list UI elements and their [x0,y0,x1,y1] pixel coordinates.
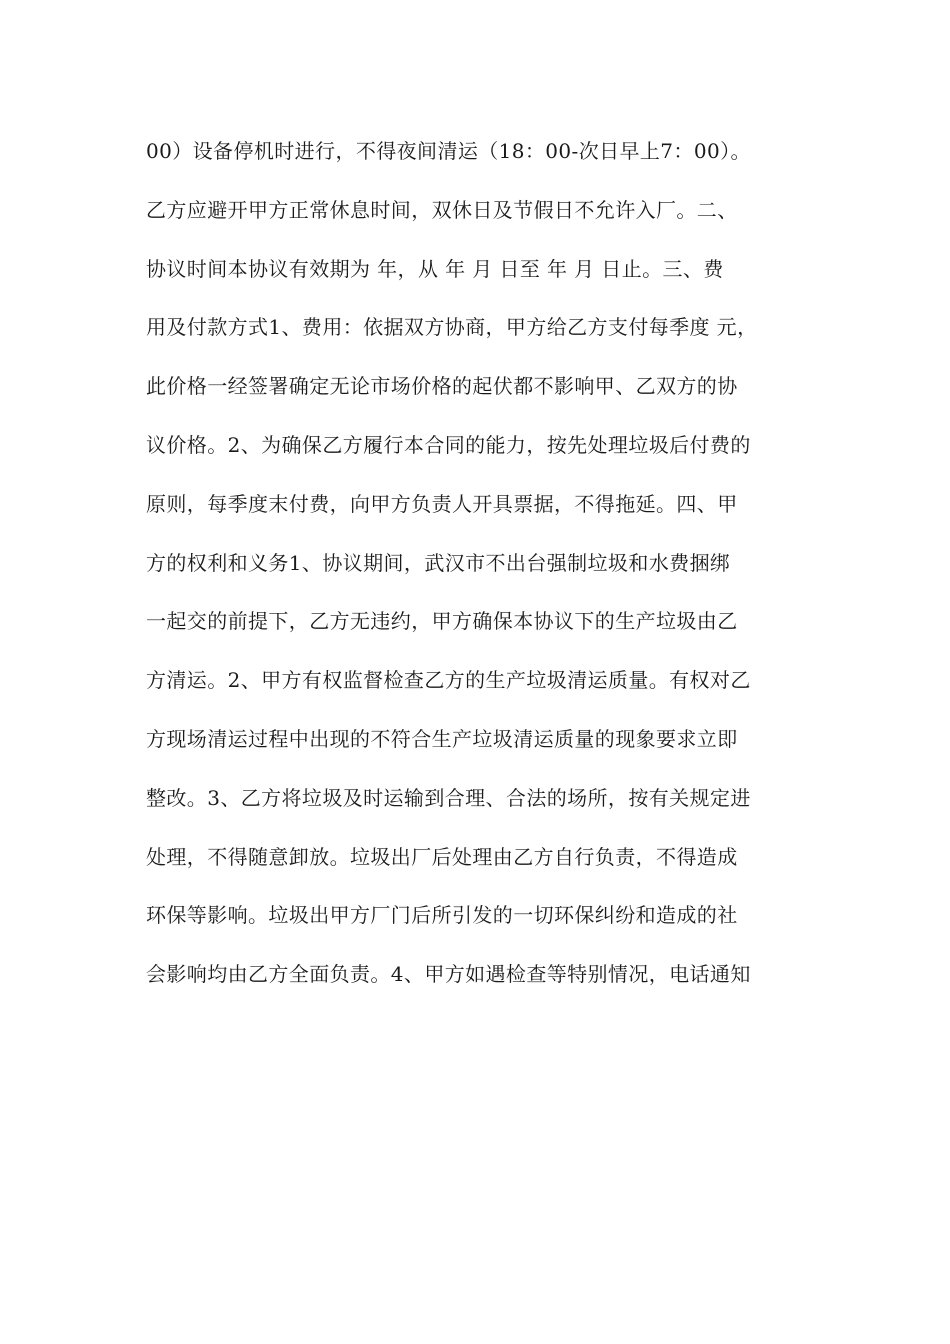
text-line: 用及付款方式1、费用：依据双方协商，甲方给乙方支付每季度 元， [146,315,758,340]
text-line: 整改。3、乙方将垃圾及时运输到合理、合法的场所，按有关规定进 [146,785,751,810]
text-line: 一起交的前提下，乙方无违约，甲方确保本协议下的生产垃圾由乙 [146,609,738,634]
text-line: 方的权利和义务1、协议期间，武汉市不出台强制垃圾和水费捆绑 [146,550,731,575]
text-line: 原则，每季度末付费，向甲方负责人开具票据，不得拖延。四、甲 [146,491,738,516]
text-line: 方现场清运过程中出现的不符合生产垃圾清运质量的现象要求立即 [146,726,738,751]
text-line: 方清运。2、甲方有权监督检查乙方的生产垃圾清运质量。有权对乙 [146,668,751,693]
text-line: 00）设备停机时进行，不得夜间清运（18：00-次日早上7：00）。 [146,139,751,163]
text-line: 环保等影响。垃圾出甲方厂门后所引发的一切环保纠纷和造成的社 [146,903,738,928]
text-line: 此价格一经签署确定无论市场价格的起伏都不影响甲、乙双方的协 [146,374,738,399]
text-line: 议价格。2、为确保乙方履行本合同的能力，按先处理垃圾后付费的 [146,432,751,457]
text-line: 协议时间本协议有效期为 年，从 年 月 日至 年 月 日止。三、费 [146,256,724,281]
text-line: 处理，不得随意卸放。垃圾出厂后处理由乙方自行负责，不得造成 [146,844,738,869]
document-body [146,131,826,1013]
text-line: 会影响均由乙方全面负责。4、甲方如遇检查等特别情况，电话通知 [146,962,751,987]
text-line: 乙方应避开甲方正常休息时间，双休日及节假日不允许入厂。二、 [146,197,738,222]
